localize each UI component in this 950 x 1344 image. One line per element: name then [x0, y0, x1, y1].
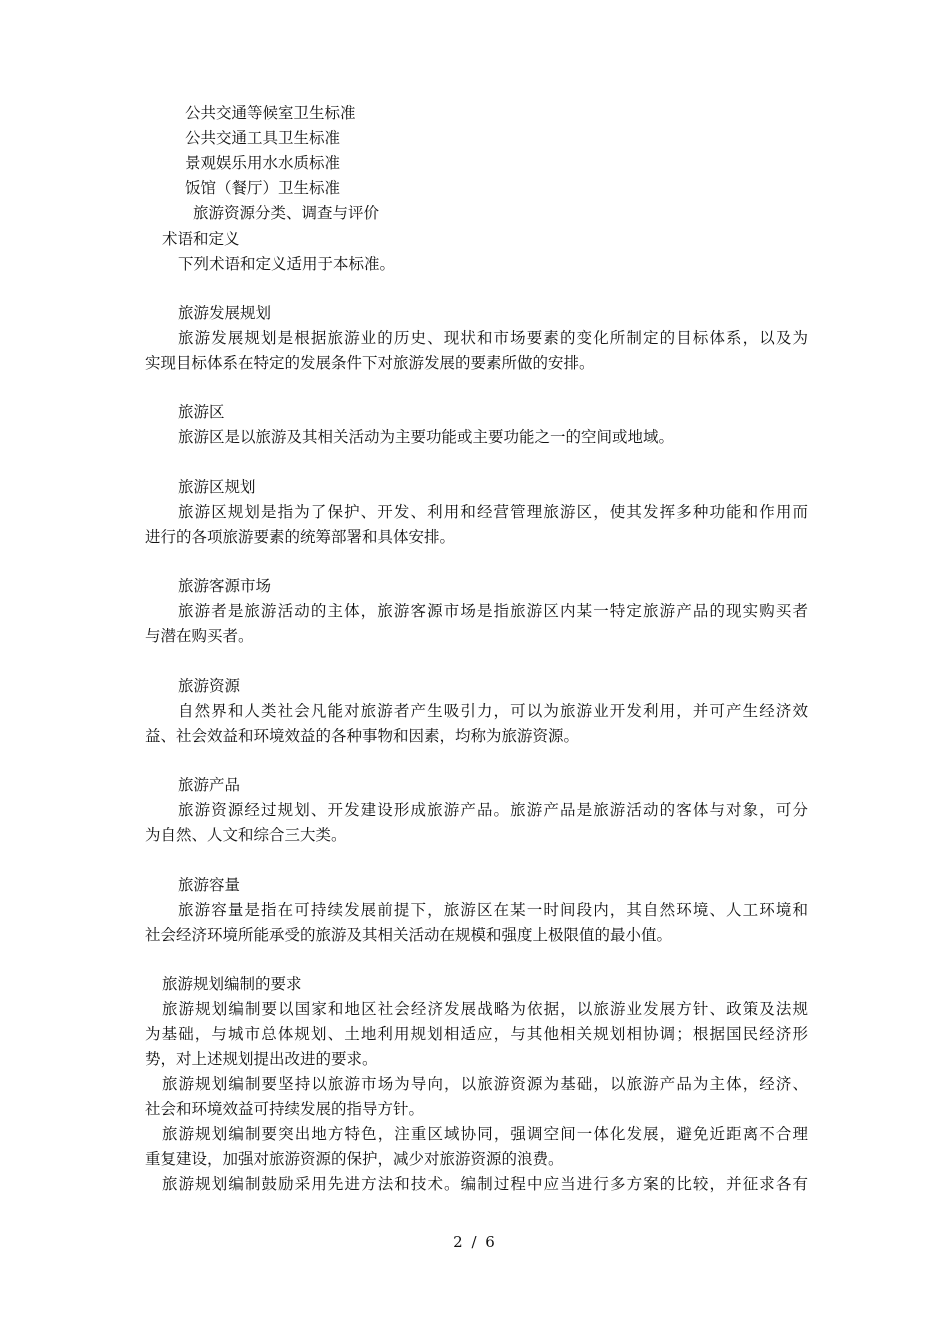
- requirement-line: 重复建设，加强对旅游资源的保护，减少对旅游资源的浪费。: [145, 1150, 564, 1168]
- term-title: 旅游区: [178, 403, 225, 421]
- requirement-line: 为基础，与城市总体规划、土地利用规划相适应，与其他相关规划相协调；根据国民经济形: [145, 1025, 808, 1043]
- term-definition-line: 旅游区规划是指为了保护、开发、利用和经营管理旅游区，使其发挥多种功能和作用而: [178, 503, 808, 521]
- term-title: 旅游产品: [178, 776, 241, 794]
- term-definition-line: 旅游容量是指在可持续发展前提下，旅游区在某一时间段内，其自然环境、人工环境和: [178, 901, 808, 919]
- section-heading-requirements: 旅游规划编制的要求: [162, 975, 302, 993]
- ref-item: 饭馆（餐厅）卫生标准: [185, 179, 341, 197]
- ref-item: 旅游资源分类、调查与评价: [193, 204, 380, 222]
- page-number: 2 / 6: [453, 1233, 497, 1251]
- ref-item: 公共交通等候室卫生标准: [185, 104, 356, 122]
- term-definition-line: 自然界和人类社会凡能对旅游者产生吸引力，可以为旅游业开发利用，并可产生经济效: [178, 702, 808, 720]
- term-title: 旅游区规划: [178, 478, 256, 496]
- term-definition-line: 社会经济环境所能承受的旅游及其相关活动在规模和强度上极限值的最小值。: [145, 926, 673, 944]
- term-definition-line: 实现目标体系在特定的发展条件下对旅游发展的要素所做的安排。: [145, 354, 595, 372]
- term-definition-line: 旅游发展规划是根据旅游业的历史、现状和市场要素的变化所制定的目标体系，以及为: [178, 329, 808, 347]
- term-definition-line: 进行的各项旅游要素的统筹部署和具体安排。: [145, 528, 456, 546]
- requirement-line: 旅游规划编制要坚持以旅游市场为导向，以旅游资源为基础，以旅游产品为主体，经济、: [162, 1075, 808, 1093]
- requirement-line: 旅游规划编制要突出地方特色，注重区域协同，强调空间一体化发展，避免近距离不合理: [162, 1125, 808, 1143]
- term-definition-line: 与潜在购买者。: [145, 627, 254, 645]
- requirement-line: 势，对上述规划提出改进的要求。: [145, 1050, 378, 1068]
- term-definition-line: 旅游者是旅游活动的主体，旅游客源市场是指旅游区内某一特定旅游产品的现实购买者: [178, 602, 808, 620]
- terms-intro: 下列术语和定义适用于本标准。: [178, 255, 396, 273]
- term-title: 旅游客源市场: [178, 577, 272, 595]
- term-title: 旅游资源: [178, 677, 241, 695]
- ref-item: 景观娱乐用水水质标准: [185, 154, 341, 172]
- requirement-line: 旅游规划编制要以国家和地区社会经济发展战略为依据，以旅游业发展方针、政策及法规: [162, 1000, 808, 1018]
- requirement-line: 社会和环境效益可持续发展的指导方针。: [145, 1100, 425, 1118]
- requirement-line: 旅游规划编制鼓励采用先进方法和技术。编制过程中应当进行多方案的比较，并征求各有: [162, 1175, 808, 1193]
- term-definition-line: 旅游资源经过规划、开发建设形成旅游产品。旅游产品是旅游活动的客体与对象，可分: [178, 801, 808, 819]
- term-definition-line: 益、社会效益和环境效益的各种事物和因素，均称为旅游资源。: [145, 727, 580, 745]
- term-title: 旅游发展规划: [178, 304, 272, 322]
- ref-item: 公共交通工具卫生标准: [185, 129, 341, 147]
- term-title: 旅游容量: [178, 876, 241, 894]
- term-definition-line: 旅游区是以旅游及其相关活动为主要功能或主要功能之一的空间或地域。: [178, 428, 675, 446]
- section-heading-terms: 术语和定义: [162, 230, 240, 248]
- term-definition-line: 为自然、人文和综合三大类。: [145, 826, 347, 844]
